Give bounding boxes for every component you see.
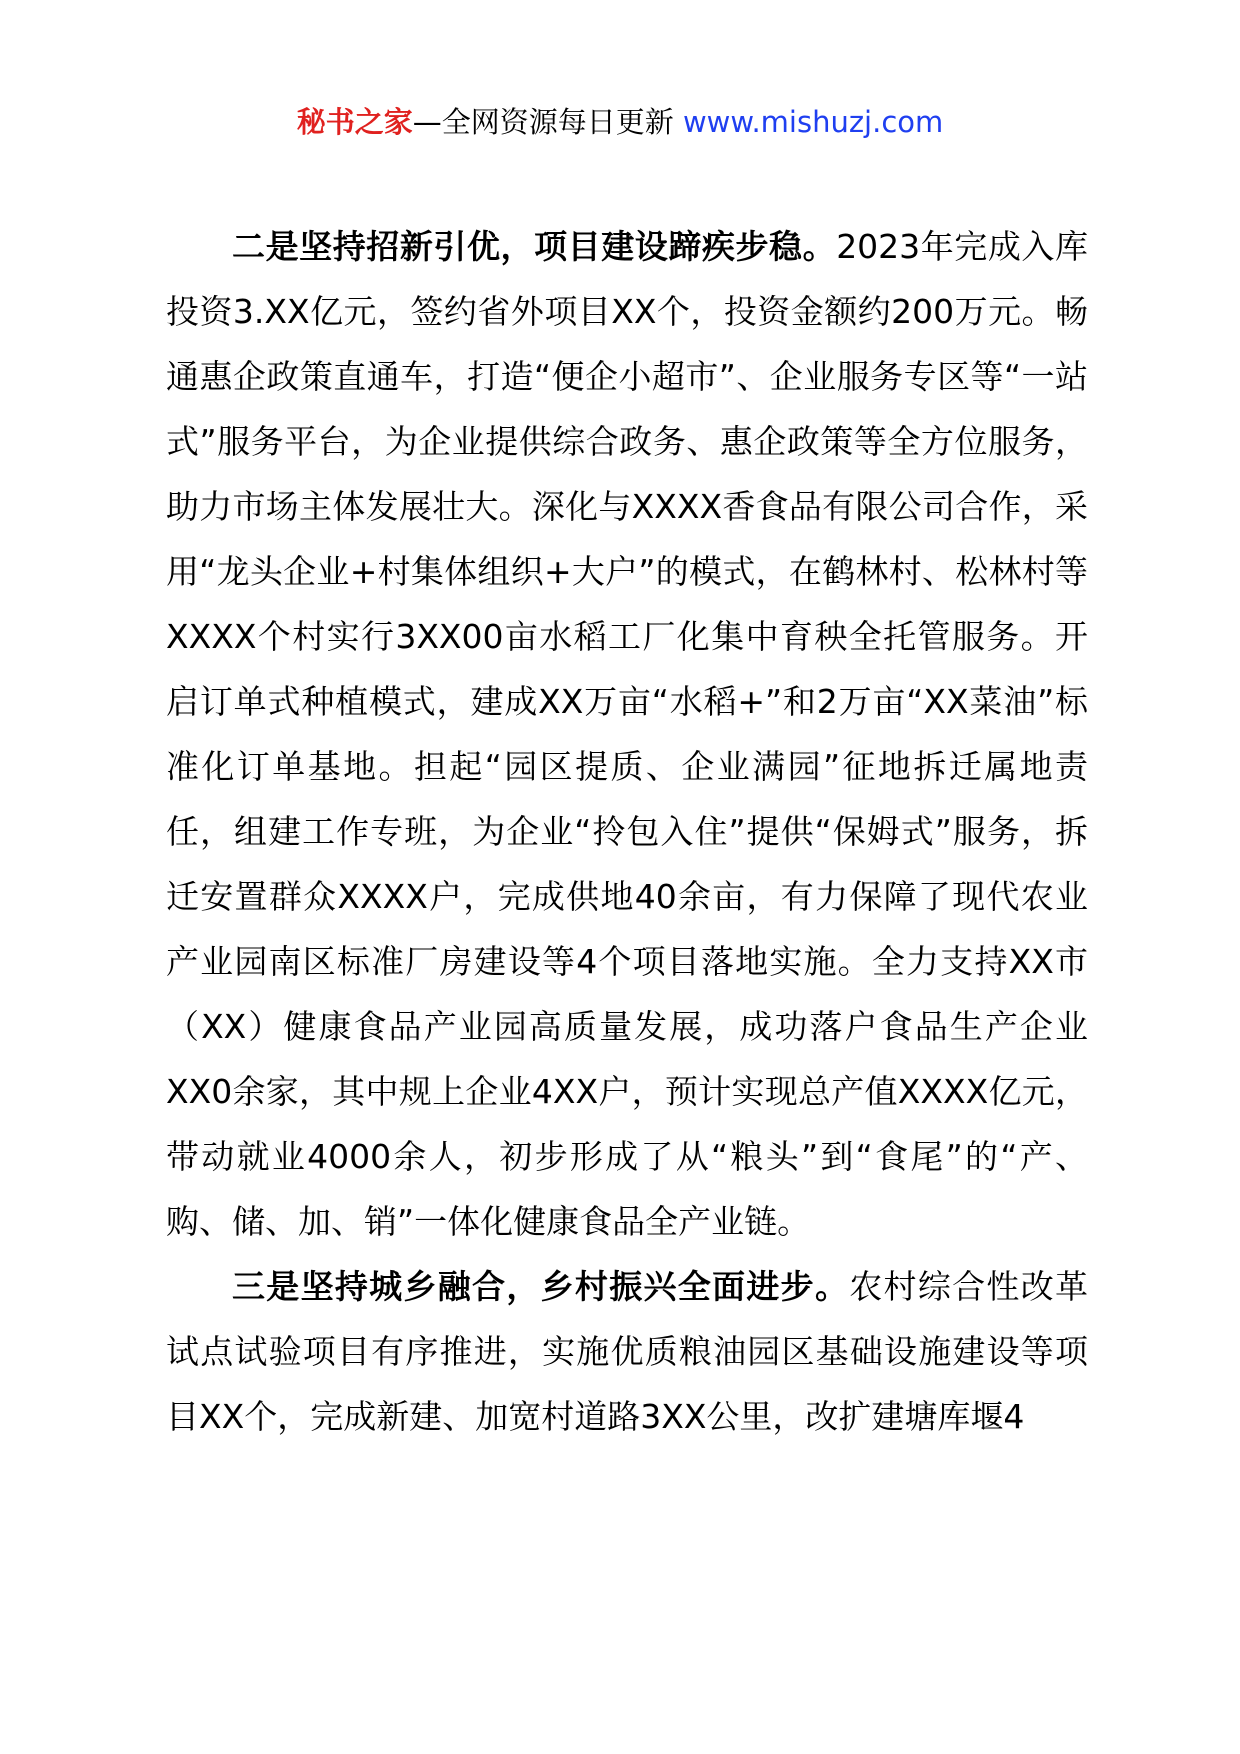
header-tagline: —全网资源每日更新: [412, 105, 674, 139]
paragraph-rural-revitalization: [166, 1254, 1088, 1449]
paragraph-project-construction: [166, 214, 1088, 1254]
brand-name: 秘书之家: [296, 105, 413, 139]
paragraph-lead: 二是坚持招新引优，项目建设蹄疾步稳。: [232, 227, 837, 266]
paragraph-lead: 三是坚持城乡融合，乡村振兴全面进步。: [232, 1267, 850, 1306]
paragraph-text: 2023年完成入库投资3.XX亿元，签约省外项目XX个，投资金额约200万元。畅通惠企政策直通车，打造“便企小超市”、企业服务专区等“一站式”服务平台，为企业提供综合政务、惠企政策等全方位服务，助力市场主体发展壮大。深化与XXXX香食品有限公司合作，采用“龙头企业+村集体组织+大户”的模式，在鹤林村、松林村等XXXX个村实行3XX00亩水稻工厂化集中育秧全托管服务。开启订单式种植模式，建成XX万亩“水稻+”和2万亩“XX菜油”标准化订单基地。担起“园区提质、企业满园”征地拆迁属地责任，组建工作专班，为企业“拎包入住”提供“保姆式”服务，拆迁安置群众XXXX户，完成供地40余亩，有力保障了现代农业产业园南区标准厂房建设等4个项目落地实施。全力支持XX市（XX）健康食品产业园高质量发展，成功落户食品生产企业XX0余家，其中规上企业4XX户，预计实现总产值XXXX亿元，带动就业4000余人，初步形成了从“粮头”到“食尾”的“产、购、储、加、销”一体化健康食品全产业链。: [166, 227, 1088, 1241]
site-url-link[interactable]: www.mishuzj.com: [682, 105, 944, 139]
page-header: [0, 102, 1240, 142]
paragraph-text: 农村综合性改革试点试验项目有序推进，实施优质粮油园区基础设施建设等项目XX个，完成新建、加宽村道路3XX公里，改扩建塘库堰4: [166, 1267, 1089, 1436]
document-body: [166, 214, 1088, 1449]
